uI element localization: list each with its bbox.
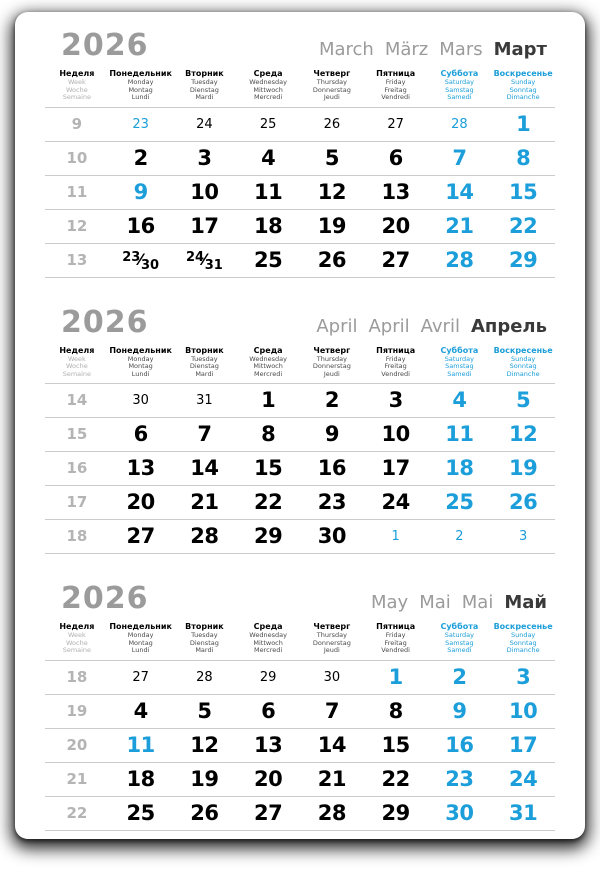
day-cell: 18	[254, 213, 283, 238]
month-names	[316, 316, 547, 337]
week-row	[45, 520, 555, 554]
week-row	[45, 384, 555, 418]
weekday-header-cell-0	[45, 69, 109, 102]
weekday-subname: Week	[67, 354, 86, 363]
weekday-name: Понедельник	[109, 345, 172, 355]
day-cell: 14	[190, 456, 219, 480]
day-cell: 26	[317, 247, 346, 272]
weekday-subname: Montag	[128, 85, 153, 94]
weekday-subname: Week	[67, 631, 86, 639]
day-cell: 4	[452, 388, 467, 412]
day-cell: 6	[261, 698, 276, 723]
day-cell: 22	[509, 213, 538, 238]
weekday-subname: Thursday	[316, 354, 347, 363]
weekday-name: Воскресенье	[493, 345, 553, 355]
month-header	[45, 305, 555, 340]
weekday-subname: Sunday	[510, 631, 536, 639]
week-number: 19	[66, 701, 88, 720]
weekday-name: Четверг	[313, 345, 351, 355]
month-name-2: Avril	[420, 315, 460, 337]
day-cell: 30	[132, 393, 149, 408]
dual-day-top: 24	[185, 250, 205, 265]
weekday-subname: Dimanche	[506, 369, 540, 378]
weekday-name: Среда	[253, 69, 283, 78]
weekday-subname: Thursday	[316, 631, 347, 639]
month-name-local: Апрель	[470, 315, 547, 337]
week-row	[45, 244, 555, 278]
day-cell: 24	[196, 116, 213, 132]
weekday-header-cell-6	[428, 622, 492, 655]
day-cell: 29	[509, 247, 538, 272]
weekday-subname: Samedi	[447, 646, 472, 654]
day-cell: 4	[261, 145, 276, 170]
week-row	[45, 763, 555, 797]
weekday-subname: Tuesday	[191, 631, 218, 639]
week-number: 15	[66, 425, 88, 443]
day-cell: 13	[254, 732, 283, 757]
weekday-header-row	[45, 343, 555, 385]
day-cell: 13	[126, 456, 155, 480]
month-name-1: März	[384, 39, 429, 60]
weekday-header-cell-2	[173, 346, 237, 379]
week-number: 10	[66, 148, 88, 167]
dual-day-slash: ⁄	[139, 250, 142, 269]
weekday-header-cell-5	[364, 346, 428, 379]
day-cell: 23	[317, 490, 346, 514]
weekday-subname: Monday	[127, 78, 154, 86]
weekday-name: Пятница	[376, 69, 416, 78]
weekday-subname: Dienstag	[189, 85, 219, 94]
day-cell: 20	[254, 766, 283, 791]
day-cell: 6	[133, 422, 148, 446]
day-cell: 16	[317, 456, 346, 480]
weekday-name: Пятница	[376, 622, 416, 631]
weekday-header-cell-1	[109, 346, 173, 379]
month-block-april	[45, 305, 555, 555]
weekday-subname: Jeudi	[323, 646, 340, 654]
day-cell: 22	[254, 490, 283, 514]
day-cell: 13	[381, 179, 410, 204]
weekday-subname: Semaine	[62, 93, 92, 101]
day-cell: 17	[509, 732, 538, 757]
weekday-header-cell-7	[491, 622, 555, 655]
weekday-name: Понедельник	[109, 622, 172, 631]
weekday-name: Вторник	[185, 345, 224, 355]
day-cell: 3	[388, 388, 403, 412]
calendar-card	[15, 12, 585, 839]
weekday-name: Суббота	[440, 622, 479, 631]
weekday-subname: Saturday	[444, 631, 475, 639]
day-cell: 8	[516, 145, 531, 170]
day-cell: 19	[509, 456, 538, 480]
weekday-subname: Semaine	[62, 646, 92, 654]
weekday-subname: Jeudi	[323, 369, 340, 378]
weekday-subname: Sonntag	[509, 85, 537, 94]
weekday-subname: Woche	[66, 362, 88, 370]
day-cell: 10	[190, 179, 219, 204]
day-cell: 30	[317, 524, 346, 548]
weekday-name: Суббота	[440, 69, 479, 78]
day-cell: 14	[317, 732, 346, 757]
day-cell: 16	[445, 732, 474, 757]
weekday-subname: Saturday	[444, 78, 475, 86]
week-row	[45, 176, 555, 210]
year-label: 2026	[61, 581, 149, 616]
dual-day-top: 23	[122, 250, 141, 265]
weekday-subname: Woche	[66, 638, 88, 647]
weekday-header-cell-3	[236, 622, 300, 655]
month-block-march	[45, 28, 555, 278]
day-cell: 27	[387, 116, 404, 132]
weekday-subname: Vendredi	[381, 93, 410, 101]
weekday-subname: Thursday	[316, 78, 347, 86]
day-cell: 28	[190, 524, 219, 548]
weekday-name: Вторник	[185, 622, 224, 631]
day-cell: 21	[445, 213, 474, 238]
weekday-subname: Mardi	[195, 646, 214, 654]
week-row	[45, 210, 555, 244]
weekday-header-row	[45, 66, 555, 108]
day-cell: 25	[445, 490, 474, 514]
day-cell: 9	[452, 698, 467, 723]
day-cell: 7	[452, 145, 467, 170]
day-cell: 21	[317, 766, 346, 791]
weekday-subname: Freitag	[384, 85, 407, 94]
day-cell: 25	[126, 800, 155, 825]
week-number: 9	[71, 114, 83, 133]
day-cell: 10	[509, 698, 538, 723]
day-cell: 25	[259, 116, 277, 132]
weekday-header-cell-6	[428, 346, 492, 379]
dual-day-slash: ⁄	[203, 250, 206, 269]
weekday-header-cell-4	[300, 622, 364, 655]
week-number: 14	[66, 391, 88, 409]
day-cell: 5	[324, 145, 339, 170]
day-cell: 2	[452, 664, 467, 689]
weekday-header-cell-2	[173, 622, 237, 655]
weekday-name: Среда	[253, 622, 283, 631]
year-label: 2026	[61, 28, 149, 63]
day-cell: 3	[516, 664, 531, 689]
weekday-subname: Mercredi	[254, 369, 283, 378]
weekday-subname: Donnerstag	[312, 638, 351, 647]
day-cell: 30	[323, 669, 341, 685]
weekday-subname: Lundi	[131, 369, 150, 378]
week-row	[45, 661, 555, 695]
weekday-header-row	[45, 619, 555, 661]
weekday-subname: Woche	[66, 85, 88, 94]
day-cell: 18	[126, 766, 155, 791]
week-row	[45, 418, 555, 452]
day-cell: 6	[388, 145, 403, 170]
day-cell: 28	[451, 116, 468, 132]
weekday-header-cell-7	[491, 346, 555, 379]
weekday-subname: Mittwoch	[253, 85, 283, 94]
day-cell: 7	[324, 698, 339, 723]
weekday-subname: Monday	[127, 354, 154, 363]
weekday-subname: Friday	[385, 354, 406, 363]
day-cell: 2	[455, 529, 464, 544]
day-cell: 29	[254, 524, 283, 548]
day-cell: 8	[261, 422, 276, 446]
day-cell: 11	[126, 732, 155, 757]
day-cell: 11	[445, 422, 474, 446]
month-header	[45, 28, 555, 63]
weekday-header-cell-3	[236, 346, 300, 379]
weekday-subname: Wednesday	[249, 354, 287, 363]
day-cell: 2	[324, 388, 339, 412]
weekday-header-cell-5	[364, 69, 428, 102]
day-cell: 5	[516, 388, 531, 412]
week-row	[45, 452, 555, 486]
dual-day-bottom: 30	[140, 258, 160, 273]
weekday-subname: Montag	[128, 362, 153, 370]
weekday-subname: Wednesday	[249, 631, 287, 639]
week-row	[45, 729, 555, 763]
day-cell: 27	[132, 669, 149, 685]
day-cell: 12	[190, 732, 219, 757]
weekday-subname: Mercredi	[254, 93, 283, 101]
week-number: 17	[66, 493, 88, 511]
weekday-subname: Vendredi	[381, 646, 410, 654]
weekday-subname: Saturday	[444, 354, 475, 363]
month-name-1: April	[368, 315, 410, 337]
week-row	[45, 695, 555, 729]
day-cell: 23	[132, 116, 149, 132]
day-cell: 17	[190, 213, 219, 238]
weekday-subname: Sunday	[510, 354, 536, 363]
weekday-subname: Samstag	[445, 638, 474, 647]
day-cell: 17	[381, 456, 410, 480]
day-cell: 1	[261, 388, 276, 412]
day-cell: 1	[516, 111, 531, 136]
day-cell: 3	[197, 145, 212, 170]
week-number: 12	[66, 216, 88, 235]
day-cell: 7	[197, 422, 212, 446]
day-cell: 31	[509, 800, 538, 825]
day-cell: 21	[190, 490, 219, 514]
weekday-subname: Friday	[385, 631, 406, 639]
weekday-subname: Sonntag	[509, 362, 537, 370]
weekday-subname: Dimanche	[506, 93, 540, 101]
week-row	[45, 797, 555, 831]
week-number: 16	[66, 459, 88, 477]
month-name-2: Mai	[461, 592, 494, 613]
day-cell: 18	[445, 456, 474, 480]
weekday-name: Среда	[253, 345, 283, 355]
weekday-subname: Friday	[385, 78, 406, 86]
weekday-header-cell-2	[173, 69, 237, 102]
weekday-name: Понедельник	[109, 69, 172, 78]
weekday-subname: Lundi	[131, 646, 150, 654]
weekday-subname: Mittwoch	[253, 638, 283, 647]
day-cell: 9	[324, 422, 339, 446]
weekday-subname: Week	[67, 78, 86, 86]
weekday-subname: Monday	[127, 631, 154, 639]
day-cell: 4	[133, 698, 148, 723]
weekday-subname: Mittwoch	[253, 362, 283, 370]
weekday-header-cell-0	[45, 346, 109, 379]
day-cell: 27	[381, 247, 410, 272]
day-cell: 26	[323, 116, 341, 132]
day-cell: 23	[445, 766, 474, 791]
weekday-header-cell-7	[491, 69, 555, 102]
month-names	[371, 592, 547, 613]
week-number: 11	[66, 182, 88, 201]
weekday-header-cell-0	[45, 622, 109, 655]
day-cell: 15	[254, 456, 283, 480]
weekday-header-cell-3	[236, 69, 300, 102]
week-number: 21	[66, 769, 88, 788]
weekday-subname: Tuesday	[191, 78, 218, 86]
day-cell: 10	[381, 422, 410, 446]
day-cell: 15	[509, 179, 538, 204]
day-cell: 20	[381, 213, 410, 238]
weekday-name: Четверг	[313, 622, 351, 631]
day-cell: 27	[254, 800, 283, 825]
day-cell: 11	[254, 179, 283, 204]
day-cell: 1	[391, 529, 400, 544]
weekday-name: Вторник	[185, 69, 224, 78]
day-cell: 9	[133, 179, 148, 204]
weekday-header-cell-5	[364, 622, 428, 655]
weekday-subname: Mardi	[195, 93, 214, 101]
week-number: 20	[66, 735, 88, 754]
weekday-subname: Dimanche	[506, 646, 540, 654]
day-cell: 19	[190, 766, 219, 791]
day-cell: 2	[133, 145, 148, 170]
week-number: 22	[66, 803, 88, 822]
year-label: 2026	[61, 304, 149, 340]
weekday-name: Воскресенье	[493, 622, 553, 631]
weekday-name: Четверг	[313, 69, 351, 78]
day-cell: 27	[126, 524, 155, 548]
day-cell: 30	[445, 800, 474, 825]
month-name-2: Mars	[439, 39, 483, 60]
month-block-may	[45, 581, 555, 831]
day-cell: 26	[509, 490, 538, 514]
weekday-subname: Dienstag	[189, 362, 219, 370]
weekday-subname: Samedi	[447, 93, 472, 101]
day-cell: 19	[317, 213, 346, 238]
weekday-subname: Montag	[128, 638, 153, 647]
day-cell: 1	[388, 664, 403, 689]
week-row	[45, 486, 555, 520]
weekday-header-cell-4	[300, 69, 364, 102]
weekday-subname: Sunday	[510, 78, 536, 86]
day-cell: 31	[196, 393, 213, 408]
month-name-0: April	[316, 315, 358, 337]
day-cell: 24	[509, 766, 538, 791]
week-row	[45, 142, 555, 176]
day-cell: 8	[388, 698, 403, 723]
day-cell: 29	[259, 669, 277, 685]
dual-day-bottom: 31	[204, 258, 223, 273]
day-cell: 5	[197, 698, 212, 723]
week-number: 18	[66, 667, 88, 686]
weekday-header-cell-1	[109, 69, 173, 102]
weekday-subname: Donnerstag	[312, 85, 351, 94]
weekday-header-cell-1	[109, 622, 173, 655]
day-cell	[173, 250, 237, 273]
weekday-subname: Lundi	[131, 93, 150, 101]
day-cell: 16	[126, 213, 155, 238]
month-name-0: May	[370, 592, 409, 613]
weekday-subname: Donnerstag	[312, 362, 351, 370]
weekday-subname: Mardi	[195, 369, 214, 378]
day-cell: 14	[445, 179, 474, 204]
weekday-subname: Sonntag	[509, 638, 537, 647]
day-cell: 28	[196, 669, 213, 685]
weekday-subname: Tuesday	[191, 354, 218, 363]
day-cell: 20	[126, 490, 155, 514]
day-cell: 3	[518, 529, 528, 544]
day-cell: 12	[317, 179, 346, 204]
weekday-subname: Samedi	[447, 369, 472, 378]
day-cell	[109, 250, 173, 273]
weekday-name: Неделя	[59, 622, 95, 631]
week-number: 18	[66, 527, 88, 545]
weekday-subname: Jeudi	[323, 93, 340, 101]
month-name-1: Mai	[419, 592, 451, 613]
weekday-subname: Dienstag	[189, 638, 219, 647]
weekday-subname: Vendredi	[381, 369, 410, 378]
month-name-local: Май	[504, 592, 547, 613]
month-header	[45, 581, 555, 616]
day-cell: 15	[381, 732, 410, 757]
week-row	[45, 108, 555, 142]
day-cell: 26	[190, 800, 219, 825]
day-cell: 29	[381, 800, 410, 825]
month-names	[319, 39, 547, 60]
day-cell: 28	[317, 800, 346, 825]
weekday-header-cell-6	[428, 69, 492, 102]
day-cell: 12	[509, 422, 538, 446]
weekday-subname: Wednesday	[249, 78, 287, 86]
week-number: 13	[66, 250, 88, 269]
weekday-subname: Mercredi	[254, 646, 283, 654]
weekday-subname: Samstag	[445, 85, 474, 94]
weekday-subname: Samstag	[445, 362, 474, 370]
weekday-name: Неделя	[59, 69, 95, 78]
weekday-name: Неделя	[59, 345, 95, 355]
weekday-name: Суббота	[440, 345, 479, 355]
weekday-name: Пятница	[376, 345, 416, 355]
weekday-header-cell-4	[300, 346, 364, 379]
month-name-0: March	[318, 39, 374, 60]
day-cell: 25	[254, 247, 283, 272]
weekday-subname: Freitag	[384, 638, 407, 647]
day-cell: 22	[381, 766, 410, 791]
day-cell: 28	[445, 247, 474, 272]
day-cell: 24	[381, 490, 410, 514]
month-name-local: Март	[493, 39, 547, 60]
weekday-subname: Freitag	[384, 362, 407, 370]
weekday-subname: Semaine	[62, 369, 92, 378]
weekday-name: Воскресенье	[493, 69, 553, 78]
